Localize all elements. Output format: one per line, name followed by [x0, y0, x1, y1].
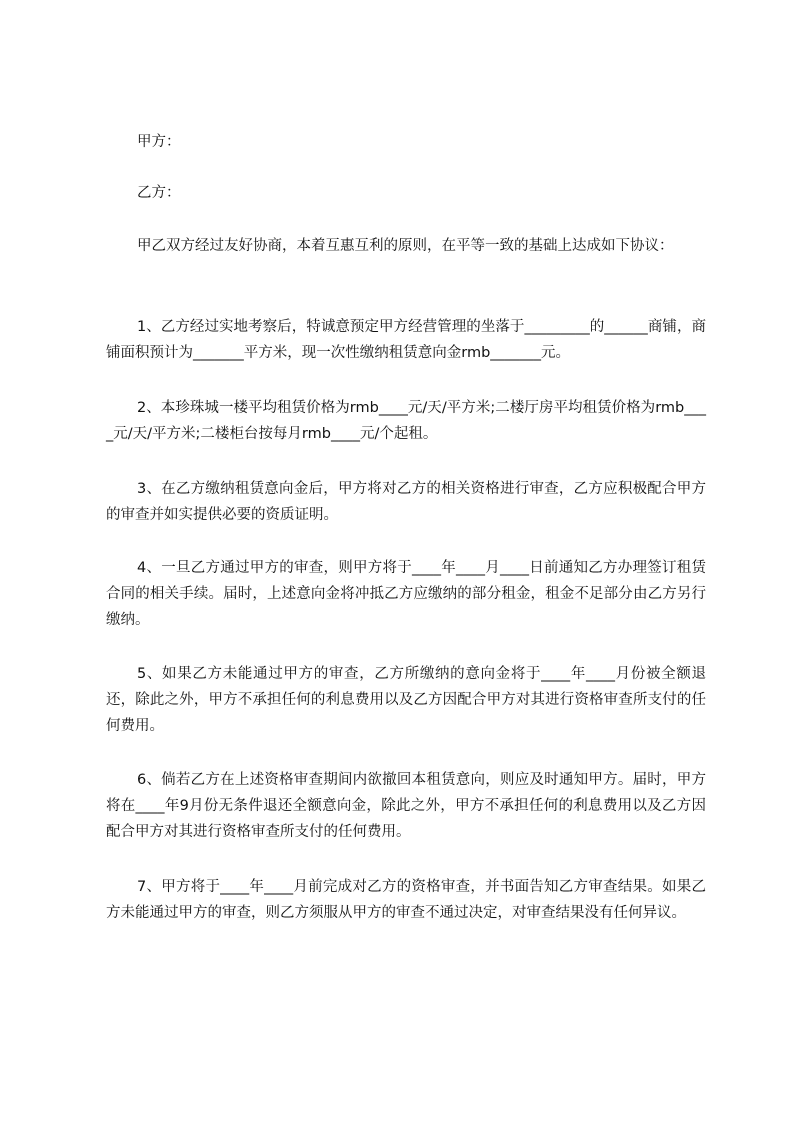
clause-5: 5、如果乙方未能通过甲方的审查，乙方所缴纳的意向金将于____年____月份被全额退还，除此之外，甲方不承担任何的利息费用以及乙方因配合甲方对其进行资格审查所支付的任何费用。 [106, 666, 706, 734]
clause-1: 1、乙方经过实地考察后，特诚意预定甲方经营管理的坐落于_________的______商铺，商铺面积预计为_______平方米，现一次性缴纳租赁意向金rmb_______元。 [106, 319, 706, 361]
clause-6: 6、倘若乙方在上述资格审查期间内欲撤回本租赁意向，则应及时通知甲方。届时，甲方将在____年9月份无条件退还全额意向金，除此之外，甲方不承担任何的利息费用以及乙方因配合甲方对其进行资格审查所支付的任何费用。 [106, 772, 706, 840]
clause-4: 4、一旦乙方通过甲方的审查，则甲方将于____年____月____日前通知乙方办理签订租赁合同的相关手续。届时，上述意向金将冲抵乙方应缴纳的部分租金，租金不足部分由乙方另行缴纳。 [106, 560, 706, 628]
clause-3: 3、在乙方缴纳租赁意向金后，甲方将对乙方的相关资格进行审查，乙方应积极配合甲方的审查并如实提供必要的资质证明。 [106, 481, 706, 523]
intro-paragraph: 甲乙双方经过友好协商，本着互惠互利的原则，在平等一致的基础上达成如下协议： [137, 238, 674, 254]
party-b-label: 乙方： [137, 185, 181, 201]
clause-2: 2、本珍珠城一楼平均租赁价格为rmb____元/天/平方米;二楼厅房平均租赁价格为rmb____元/天/平方米;二楼柜台按每月rmb____元/个起租。 [106, 400, 706, 442]
clause-7: 7、甲方将于____年____月前完成对乙方的资格审查，并书面告知乙方审查结果。如果乙方未能通过甲方的审查，则乙方须服从甲方的审查不通过决定，对审查结果没有任何异议。 [106, 879, 706, 921]
party-a-label: 甲方： [137, 134, 181, 150]
